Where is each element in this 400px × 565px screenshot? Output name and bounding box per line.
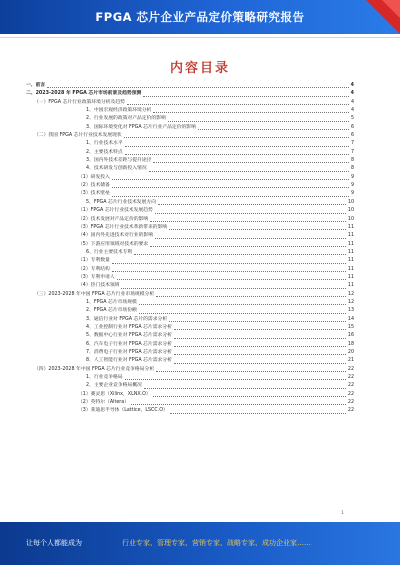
toc-entry-page: 10 — [347, 208, 354, 214]
toc-entry-label: 1、中国宏观经济政策环境分析 — [86, 108, 152, 114]
toc-leader-dots — [168, 121, 349, 122]
toc-entry[interactable] — [26, 207, 354, 215]
toc-leader-dots — [131, 404, 346, 405]
toc-entry[interactable] — [26, 132, 354, 140]
toc-entry-label: 1、FPGA 芯片市场规模 — [86, 299, 137, 305]
toc-entry[interactable] — [26, 224, 354, 232]
toc-entry-page: 22 — [347, 366, 354, 372]
toc-entry-label: （1）研发投入 — [78, 174, 110, 180]
toc-heading: 内容目录 — [169, 61, 230, 76]
toc-entry[interactable] — [26, 157, 354, 165]
toc-entry-label: 1、行业竞争格局 — [86, 375, 123, 381]
toc-leader-dots — [174, 346, 346, 347]
toc-entry[interactable] — [26, 99, 354, 107]
toc-entry-label: 3、国际环境变化对 FPGA 芯片行业产品定价的影响 — [86, 124, 196, 130]
toc-entry-page: 12 — [347, 291, 354, 297]
toc-entry[interactable] — [26, 324, 354, 332]
toc-leader-dots — [156, 371, 346, 372]
toc-entry-page: 9 — [350, 183, 354, 189]
toc-entry-label: 2、主要技术特点 — [86, 149, 123, 155]
toc-leader-dots — [150, 221, 346, 222]
toc-entry-label: （二）我国 FPGA 芯片行业技术发展现状 — [34, 133, 122, 139]
toc-leader-dots — [169, 229, 346, 230]
toc-leader-dots — [174, 329, 346, 330]
toc-entry-page: 5 — [350, 116, 354, 122]
toc-entry[interactable] — [26, 316, 354, 324]
toc-entry-label: （3）FPGA 芯片行业技术革新带来的影响 — [78, 224, 168, 230]
toc-entry-page: 4 — [350, 99, 354, 105]
toc-entry-label: （三）2023-2028 年中国 FPGA 芯片行业市场规模分析 — [34, 291, 155, 297]
toc-entry[interactable] — [26, 90, 354, 98]
toc-entry[interactable] — [26, 241, 354, 249]
report-header-banner — [0, 0, 400, 34]
toc-entry[interactable] — [26, 149, 354, 157]
toc-entry-label: 8、人工智能行业对 FPGA 芯片需求分析 — [86, 358, 172, 364]
toc-entry[interactable] — [26, 115, 354, 123]
toc-leader-dots — [112, 187, 349, 188]
toc-leader-dots — [155, 238, 346, 239]
toc-leader-dots — [153, 112, 349, 113]
toc-entry-label: 5、数据中心行业对 FPGA 芯片需求分析 — [86, 333, 172, 339]
toc-entry-page: 12 — [347, 299, 354, 305]
toc-entry[interactable] — [26, 282, 354, 290]
toc-entry-page: 22 — [347, 400, 354, 406]
toc-entry-label: （四）2023-2028 年中国 FPGA 芯片行业竞争格局分析 — [34, 366, 155, 372]
toc-entry-page: 4 — [350, 83, 354, 88]
toc-leader-dots — [112, 263, 346, 264]
toc-entry[interactable] — [26, 382, 354, 390]
toc-entry-label: （1）专利数量 — [78, 258, 110, 264]
toc-entry-page: 11 — [347, 233, 354, 239]
toc-entry-page: 7 — [350, 149, 354, 155]
toc-leader-dots — [125, 154, 349, 155]
toc-entry[interactable] — [26, 266, 354, 274]
toc-entry[interactable] — [26, 140, 354, 148]
toc-entry-page: 11 — [347, 274, 354, 280]
toc-leader-dots — [156, 296, 346, 297]
toc-entry-page: 11 — [347, 249, 354, 255]
report-title: FPGA 芯片企业产品定价策略研究报告 — [95, 10, 305, 24]
toc-entry-page: 9 — [350, 191, 354, 197]
toc-entry-label: 2、主要企业竞争格局概况 — [86, 383, 142, 389]
toc-entry[interactable] — [26, 366, 354, 374]
toc-entry[interactable] — [26, 174, 354, 182]
toc-leader-dots — [127, 104, 349, 105]
toc-entry-page: 13 — [347, 308, 354, 314]
toc-entry-label: （4）热门技术领域 — [78, 283, 120, 289]
toc-entry[interactable] — [26, 391, 354, 399]
toc-entry-page: 7 — [350, 141, 354, 147]
toc-entry-label: 3、通信行业对 FPGA 芯片的需求分析 — [86, 316, 168, 322]
toc-entry[interactable] — [26, 299, 354, 307]
toc-entry[interactable] — [26, 291, 354, 299]
toc-entry-page: 20 — [347, 350, 354, 355]
toc-leader-dots — [153, 162, 349, 163]
toc-entry-page: 22 — [347, 408, 354, 414]
toc-entry-page: 16 — [347, 333, 354, 339]
toc-entry-label: 6、汽车电子行业对 FPGA 芯片需求分析 — [86, 341, 172, 347]
toc-entry-label: （2）技术发展对产品定价的影响 — [78, 216, 149, 222]
toc-leader-dots — [144, 388, 346, 389]
toc-leader-dots — [174, 338, 346, 339]
toc-entry[interactable] — [26, 216, 354, 224]
toc-entry-label: 2、行业发展的政策对产品定价的影响 — [86, 116, 166, 122]
toc-entry-label: 7、消费电子行业对 FPGA 芯片需求分析 — [86, 350, 172, 355]
toc-entry[interactable] — [26, 257, 354, 265]
toc-leader-dots — [198, 129, 349, 130]
toc-leader-dots — [174, 354, 346, 355]
toc-entry-page: 11 — [347, 266, 354, 272]
page-number: 1 — [341, 511, 344, 516]
toc-leader-dots — [124, 137, 349, 138]
toc-entry-label: 6、行业主要技术专利 — [86, 249, 133, 255]
toc-entry[interactable] — [26, 349, 354, 357]
toc-entry-label: 一、前言 — [26, 83, 46, 88]
footer-banner — [0, 522, 400, 565]
toc-entry[interactable] — [26, 399, 354, 407]
toc-entry-label: （3）技术壁垒 — [78, 191, 110, 197]
toc-entry[interactable] — [26, 357, 354, 365]
toc-entry[interactable] — [26, 374, 354, 382]
toc-entry[interactable] — [26, 232, 354, 240]
toc-entry-label: （3）专利申请人 — [78, 274, 115, 280]
toc-entry-page: 14 — [347, 316, 354, 322]
toc-entry-page: 6 — [350, 133, 354, 139]
toc-entry[interactable] — [26, 124, 354, 132]
toc-leader-dots — [170, 413, 346, 414]
toc-entry-page: 4 — [350, 91, 354, 97]
toc-leader-dots — [150, 246, 346, 247]
toc-entry-label: 5、FPGA 芯片行业技术发展方向 — [86, 199, 156, 205]
toc-leader-dots — [112, 179, 349, 180]
toc-entry-page: 18 — [347, 341, 354, 347]
toc-entry[interactable] — [26, 307, 354, 315]
header-divider — [0, 37, 400, 38]
toc-entry[interactable] — [26, 407, 354, 415]
toc-leader-dots — [158, 204, 346, 205]
toc-entry-page: 11 — [347, 258, 354, 264]
toc-entry-label: 3、国内外技术差距与提升途径 — [86, 158, 152, 164]
toc-leader-dots — [139, 313, 346, 314]
toc-leader-dots — [143, 96, 348, 97]
toc-leader-dots — [125, 379, 346, 380]
toc-entry-label: （1）FPGA 芯片行业技术发展趋势 — [78, 208, 153, 214]
toc-entry-label: （2）专利结构 — [78, 266, 110, 272]
toc-entry[interactable] — [26, 190, 354, 198]
toc-leader-dots — [155, 213, 346, 214]
toc-leader-dots — [174, 363, 346, 364]
toc-entry-page: 11 — [347, 241, 354, 247]
toc-leader-dots — [125, 146, 349, 147]
toc-entry-page: 8 — [350, 166, 354, 172]
toc-entry-page: 10 — [347, 216, 354, 222]
toc-leader-dots — [139, 304, 346, 305]
toc-entry-page: 9 — [350, 174, 354, 180]
toc-entry-label: 2、FPGA 芯片市场份额 — [86, 308, 137, 314]
toc-entry-page: 22 — [347, 391, 354, 397]
toc-entry-label: 4、工业控制行业对 FPGA 芯片需求分析 — [86, 324, 172, 330]
toc-entry-page: 22 — [347, 383, 354, 389]
toc-leader-dots — [47, 87, 348, 88]
toc-entry-label: 4、技术研发与创新投入情况 — [86, 166, 147, 172]
toc-leader-dots — [112, 271, 346, 272]
toc-list — [26, 82, 354, 416]
toc-entry[interactable] — [26, 249, 354, 257]
toc-entry-label: （1）赛灵思（Xilinx，XLNX.O） — [78, 391, 151, 397]
toc-leader-dots — [134, 254, 346, 255]
toc-leader-dots — [121, 288, 345, 289]
toc-entry-page: 4 — [350, 108, 354, 114]
toc-entry-page: 22 — [347, 375, 354, 381]
toc-leader-dots — [112, 196, 349, 197]
footer-slogan-left: 让每个人都能成为 — [26, 539, 82, 547]
toc-entry-label: （一）FPGA 芯片行业政策环境分析及趋势 — [34, 99, 125, 105]
toc-leader-dots — [153, 396, 346, 397]
toc-entry-label: 二、2023-2028 年 FPGA 芯片市场前景及趋势预测 — [26, 91, 142, 97]
toc-leader-dots — [169, 321, 346, 322]
toc-entry[interactable] — [26, 182, 354, 190]
toc-leader-dots — [117, 279, 346, 280]
toc-entry-page: 11 — [347, 283, 354, 289]
toc-entry-page: 15 — [347, 324, 354, 330]
toc-entry[interactable] — [26, 165, 354, 173]
toc-entry-page: 8 — [350, 158, 354, 164]
toc-entry[interactable] — [26, 199, 354, 207]
toc-entry[interactable] — [26, 107, 354, 115]
toc-entry-page: 10 — [347, 199, 354, 205]
toc-entry-label: 1、行业技术水平 — [86, 141, 123, 147]
toc-entry[interactable] — [26, 274, 354, 282]
toc-entry[interactable] — [26, 332, 354, 340]
toc-entry-page: 11 — [347, 224, 354, 230]
toc-entry-label: （2）技术储备 — [78, 183, 110, 189]
toc-entry-page: 6 — [350, 124, 354, 130]
toc-entry[interactable] — [26, 82, 354, 90]
toc-entry-label: （2）英特尔（Altera） — [78, 400, 129, 406]
toc-entry-page: 21 — [347, 358, 354, 364]
toc-entry[interactable] — [26, 341, 354, 349]
footer-slogan-right: 行业专家、管理专家、营销专家、战略专家、成功企业家…… — [122, 539, 311, 547]
toc-entry-label: （3）莱迪思半导体（Lattice，LSCC.O） — [78, 408, 168, 414]
toc-entry-label: （5）下游应用领域对技术的要求 — [78, 241, 149, 247]
toc-entry-label: （4）国内外先进技术对行业的影响 — [78, 233, 154, 239]
toc-leader-dots — [149, 171, 349, 172]
corner-flag-highlight — [382, 0, 400, 18]
